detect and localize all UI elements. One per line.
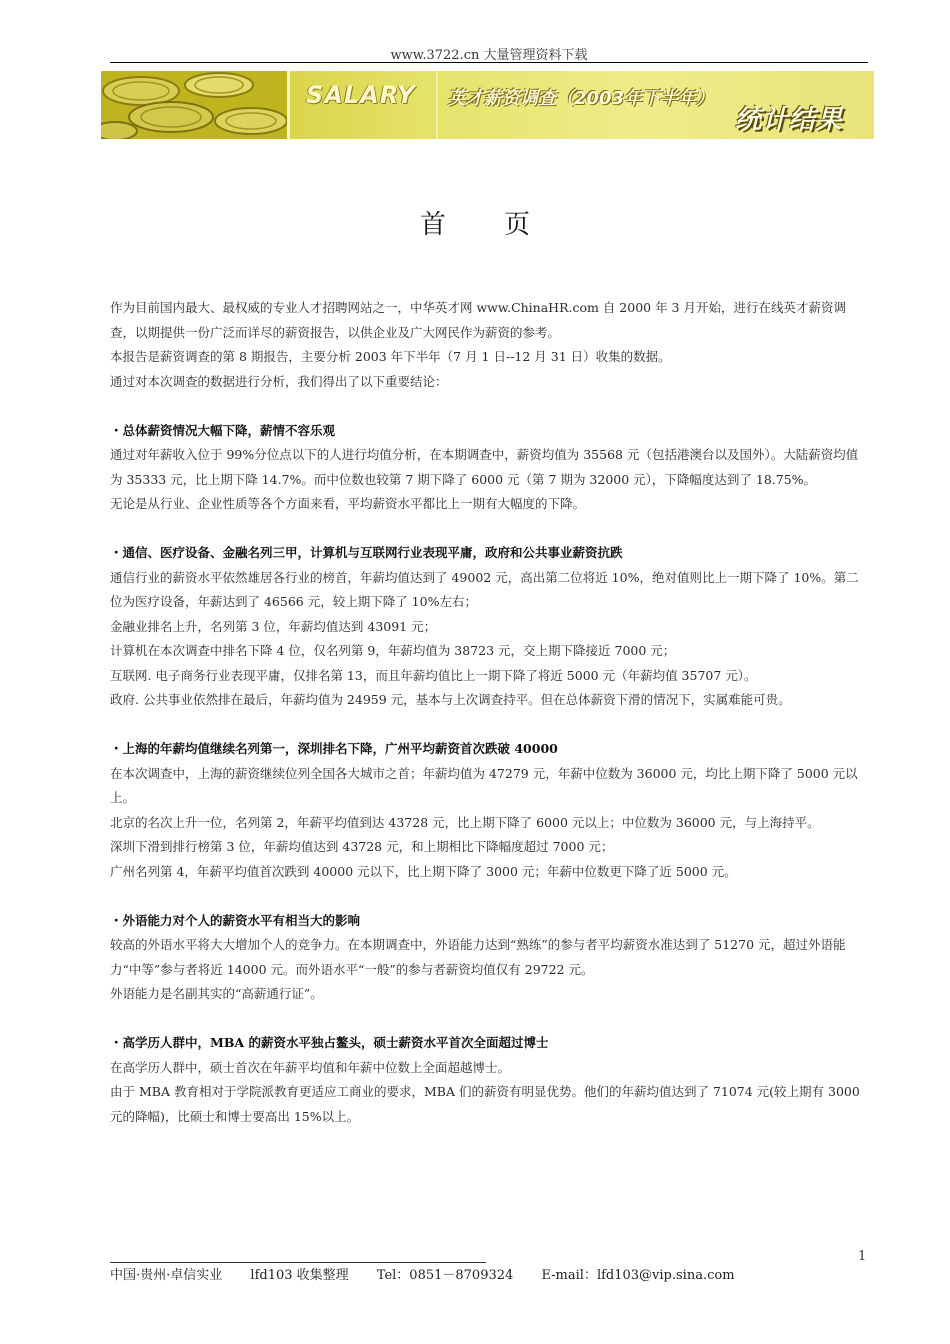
section-paragraph: 在高学历人群中，硕士首次在年薪平均值和年薪中位数上全面超越博士。 bbox=[110, 1059, 511, 1075]
page-number: 1 bbox=[858, 1249, 867, 1264]
section-paragraph: 金融业排名上升，名列第 3 位，年薪均值达到 43091 元； bbox=[110, 618, 437, 634]
section-paragraph: 较高的外语水平将大大增加个人的竞争力。在本期调查中，外语能力达到“熟练”的参与者平均薪资水准达到了 51270 元，超过外语能力“中等”参与者将近 14000 元。而外语水平“一般”的参与者薪资均值仅有 29722 元。 bbox=[110, 937, 846, 977]
section-cities bbox=[110, 737, 870, 884]
section-education bbox=[110, 1031, 870, 1129]
header-rule bbox=[110, 62, 868, 63]
section-paragraph: 由于 MBA 教育相对于学院派教育更适应工商业的要求，MBA 们的薪资有明显优势。他们的年薪均值达到了 71074 元(较上期有 3000 元的降幅)，比硕士和博士要高出 15%以上。 bbox=[110, 1084, 860, 1124]
banner-survey-title: 英才薪资调查（2003年下半年） bbox=[448, 88, 715, 109]
footer-email: E-mail：lfd103@vip.sina.com bbox=[541, 1268, 735, 1283]
banner-divider bbox=[287, 71, 290, 139]
section-paragraph: 无论是从行业、企业性质等各个方面来看，平均薪资水平都比上一期有大幅度的下降。 bbox=[110, 496, 586, 511]
section-overall-salary bbox=[110, 419, 870, 517]
report-body bbox=[110, 296, 870, 1129]
section-paragraph: 深圳下滑到排行榜第 3 位，年薪均值达到 43728 元，和上期相比下降幅度超过 7000 元； bbox=[110, 839, 614, 854]
footer-collector: lfd103 收集整理 bbox=[250, 1268, 349, 1283]
banner-divider bbox=[436, 71, 438, 139]
section-paragraph: 广州名列第 4，年薪平均值首次跌到 40000 元以下，比上期下降了 3000 元；年薪中位数更下降了近 5000 元。 bbox=[110, 863, 737, 879]
section-paragraph: 北京的名次上升一位，名列第 2，年薪平均值到达 43728 元，比上期下降了 6000 元以上；中位数为 36000 元，与上海持平。 bbox=[110, 814, 820, 830]
site-header-text: www.3722.cn 大量管理资料下载 bbox=[390, 48, 588, 63]
page-title: 首页 bbox=[419, 210, 588, 240]
intro-paragraph: 通过对本次调查的数据进行分析，我们得出了以下重要结论： bbox=[110, 373, 448, 389]
footer-tel: Tel：0851－8709324 bbox=[376, 1268, 514, 1283]
intro-block bbox=[110, 296, 870, 394]
footer-org: 中国·贵州·卓信实业 bbox=[110, 1268, 223, 1283]
section-language bbox=[110, 909, 870, 1007]
section-paragraph: 在本次调查中，上海的薪资继续位列全国各大城市之首；年薪均值为 47279 元，年薪中位数为 36000 元，均比上期下降了 5000 元以上。 bbox=[110, 765, 858, 805]
section-heading: ・通信、医疗设备、金融名列三甲，计算机与互联网行业表现平庸，政府和公共事业薪资抗跌 bbox=[110, 545, 623, 560]
section-heading: ・总体薪资情况大幅下降，薪情不容乐观 bbox=[110, 422, 336, 438]
section-paragraph: 互联网. 电子商务行业表现平庸，仅排名第 13，而且年薪均值比上一期下降了将近 5000 元（年薪均值 35707 元）。 bbox=[110, 667, 757, 683]
section-paragraph: 通信行业的薪资水平依然雄居各行业的榜首，年薪均值达到了 49002 元，高出第二位将近 10%，绝对值则比上一期下降了 10%。第二位为医疗设备，年薪达到了 46566 元，较上期下降了 10%左右； bbox=[110, 569, 859, 609]
section-heading: ・外语能力对个人的薪资水平有相当大的影响 bbox=[110, 912, 361, 928]
section-paragraph: 外语能力是名副其实的“高薪通行证”。 bbox=[110, 986, 323, 1001]
section-heading: ・高学历人群中，MBA 的薪资水平独占鳌头，硕士薪资水平首次全面超过博士 bbox=[110, 1035, 549, 1050]
banner-salary-word: SALARY bbox=[306, 81, 416, 109]
footer-rule bbox=[110, 1262, 486, 1263]
section-heading: ・上海的年薪均值继续名列第一，深圳排名下降，广州平均薪资首次跌破 40000 bbox=[110, 741, 558, 756]
intro-paragraph: 作为目前国内最大、最权威的专业人才招聘网站之一，中华英才网 www.ChinaHR.com 自 2000 年 3 月开始，进行在线英才薪资调查，以期提供一份广泛而详尽的薪资报告，以供企业及广大网民作为薪资的参考。 bbox=[110, 300, 846, 340]
report-banner bbox=[101, 71, 874, 139]
section-paragraph: 通过对年薪收入位于 99%分位点以下的人进行均值分析，在本期调查中，薪资均值为 35568 元（包括港澳台以及国外）。大陆薪资均值为 35333 元，比上期下降 14.7%。而中位数也较第 7 期下降了 6000 元（第 7 期为 32000 元），下降幅度达到了 18.75%。 bbox=[110, 447, 859, 487]
section-industry bbox=[110, 541, 870, 713]
intro-paragraph: 本报告是薪资调查的第 8 期报告，主要分析 2003 年下半年（7 月 1 日--12 月 31 日）收集的数据。 bbox=[110, 349, 671, 364]
section-paragraph: 政府. 公共事业依然排在最后，年薪均值为 24959 元，基本与上次调查持平。但在总体薪资下滑的情况下，实属难能可贵。 bbox=[110, 692, 791, 707]
banner-result-label: 统计结果 bbox=[735, 105, 844, 135]
page-footer bbox=[110, 1264, 759, 1283]
coins-image bbox=[101, 71, 287, 139]
section-paragraph: 计算机在本次调查中排名下降 4 位，仅名列第 9，年薪均值为 38723 元，交上期下降接近 7000 元； bbox=[110, 643, 676, 658]
